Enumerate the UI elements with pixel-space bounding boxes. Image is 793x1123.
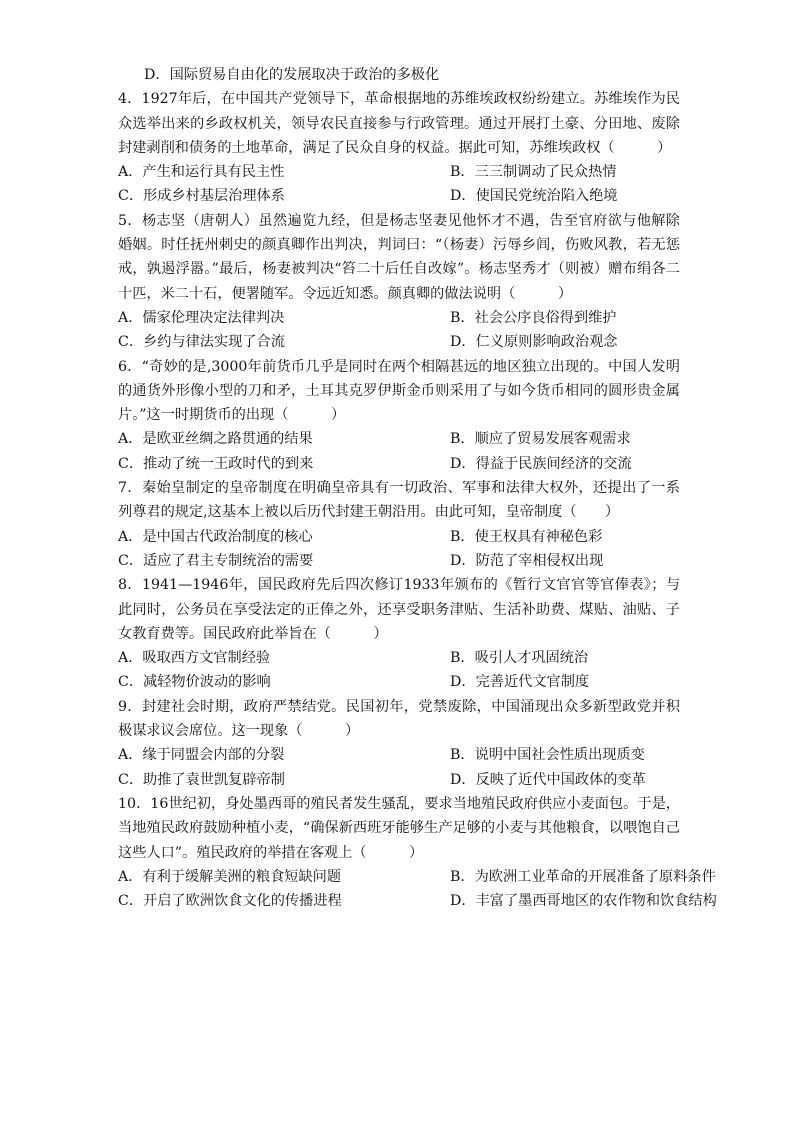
option-b[interactable]: B．为欧洲工业革命的开展准备了原料条件 [450,868,716,885]
lead-option-d: D．国际贸易自由化的发展取决于政治的多极化 [144,67,440,83]
option-b[interactable]: B．社会公序良俗得到维护 [450,309,617,326]
question-7 [118,476,680,573]
option-c[interactable]: C．适应了君主专制统治的需要 [118,552,314,569]
question-5 [118,209,680,355]
option-a[interactable]: A．缘于同盟会内部的分裂 [118,747,285,764]
answer-options [118,306,680,355]
option-a[interactable]: A．是中国古代政治制度的核心 [118,528,313,545]
question-stem: 5．杨志坚（唐朝人）虽然遍览九经，但是杨志坚妻见他怀才不遇，告至官府欲与他解除婚姻。时任抚州刺史的颜真卿作出判决，判词曰：“（杨妻）污辱乡闾，伤败风教，若无惩戒，孰遏浮嚣。”最后，杨妻被判决“笞二十后任自改嫁”。杨志坚秀才（则被）赠布绢各二十匹，米二十石，便署随军。令远近知悉。颜真卿的做法说明（ ） [118,212,680,302]
option-a[interactable]: A．产生和运行具有民主性 [118,164,285,181]
option-b[interactable]: B．三三制调动了民众热情 [450,164,617,181]
option-c[interactable]: C．减轻物价波动的影响 [118,674,271,691]
option-a[interactable]: A．儒家伦理决定法律判决 [118,309,285,326]
option-d[interactable]: D．防范了宰相侵权出现 [450,552,604,569]
question-4 [118,87,680,208]
option-d[interactable]: D．反映了近代中国政体的变革 [450,771,646,788]
question-8 [118,573,680,694]
answer-options [118,525,680,574]
question-10 [118,792,717,913]
answer-options [118,646,680,695]
question-9 [118,695,680,792]
option-c[interactable]: C．推动了统一王政时代的到来 [118,455,314,472]
question-stem: 4．1927年后，在中国共产党领导下，革命根据地的苏维埃政权纷纷建立。苏维埃作为民众选举出来的乡政权机关，领导农民直接参与行政管理。通过开展打土豪、分田地、废除封建剥削和债务的土地革命，满足了民众自身的权益。据此可知，苏维埃政权（ ） [118,91,680,156]
question-6 [118,355,680,476]
option-a[interactable]: A．是欧亚丝绸之路贯通的结果 [118,431,313,448]
answer-options [118,427,680,476]
option-b[interactable]: B．顺应了贸易发展客观需求 [450,431,631,448]
answer-options [118,743,680,792]
question-stem: 7．秦始皇制定的皇帝制度在明确皇帝具有一切政治、军事和法律大权外，还提出了一系列尊君的规定,这基本上被以后历代封建王朝沿用。由此可知，皇帝制度（ ） [118,480,680,521]
option-d[interactable]: D．仁义原则影响政治观念 [450,334,618,351]
question-stem: 10．16世纪初，身处墨西哥的殖民者发生骚乱，要求当地殖民政府供应小麦面包。于是，当地殖民政府鼓励种植小麦，“确保新西班牙能够生产足够的小麦与其他粮食，以喂饱自己这些人口”。殖民政府的举措在客观上（ ） [118,795,680,861]
answer-options [118,865,717,914]
option-d[interactable]: D．得益于民族间经济的交流 [450,455,632,472]
option-d[interactable]: D．丰富了墨西哥地区的农作物和饮食结构 [450,893,717,910]
option-b[interactable]: B．使王权具有神秘色彩 [450,528,603,545]
question-stem: 8．1941—1946年，国民政府先后四次修订1933年颁布的《暂行文官官等官俸表》；与此同时，公务员在享受法定的正俸之外，还享受职务津贴、生活补助费、煤贴、油贴、子女教育费等。国民政府此举旨在（ ） [118,577,680,642]
option-c[interactable]: C．乡约与律法实现了合流 [118,334,285,351]
option-a[interactable]: A．吸取西方文官制经验 [118,650,271,667]
option-c[interactable]: C．开启了欧洲饮食文化的传播进程 [118,893,342,910]
answer-options [118,160,680,209]
question-stem: 6．“奇妙的是,3000年前货币几乎是同时在两个相隔甚远的地区独立出现的。中国人发明的通货外形像小型的刀和矛，土耳其克罗伊斯金币则采用了与如今货币相同的圆形贵金属片。”这一时期货币的出现（ ） [118,358,680,424]
option-d[interactable]: D．使国民党统治陷入绝境 [450,188,618,205]
option-a[interactable]: A．有利于缓解美洲的粮食短缺问题 [118,868,342,885]
option-b[interactable]: B．吸引人才巩固统治 [450,650,589,667]
option-c[interactable]: C．形成乡村基层治理体系 [118,188,285,205]
question-stem: 9．封建社会时期，政府严禁结党。民国初年，党禁废除，中国涌现出众多新型政党并积极谋求议会席位。这一现象（ ） [118,698,680,740]
option-d[interactable]: D．完善近代文官制度 [450,674,590,691]
option-c[interactable]: C．助推了袁世凯复辟帝制 [118,771,285,788]
option-b[interactable]: B．说明中国社会性质出现质变 [450,747,645,764]
question-content [118,63,717,913]
